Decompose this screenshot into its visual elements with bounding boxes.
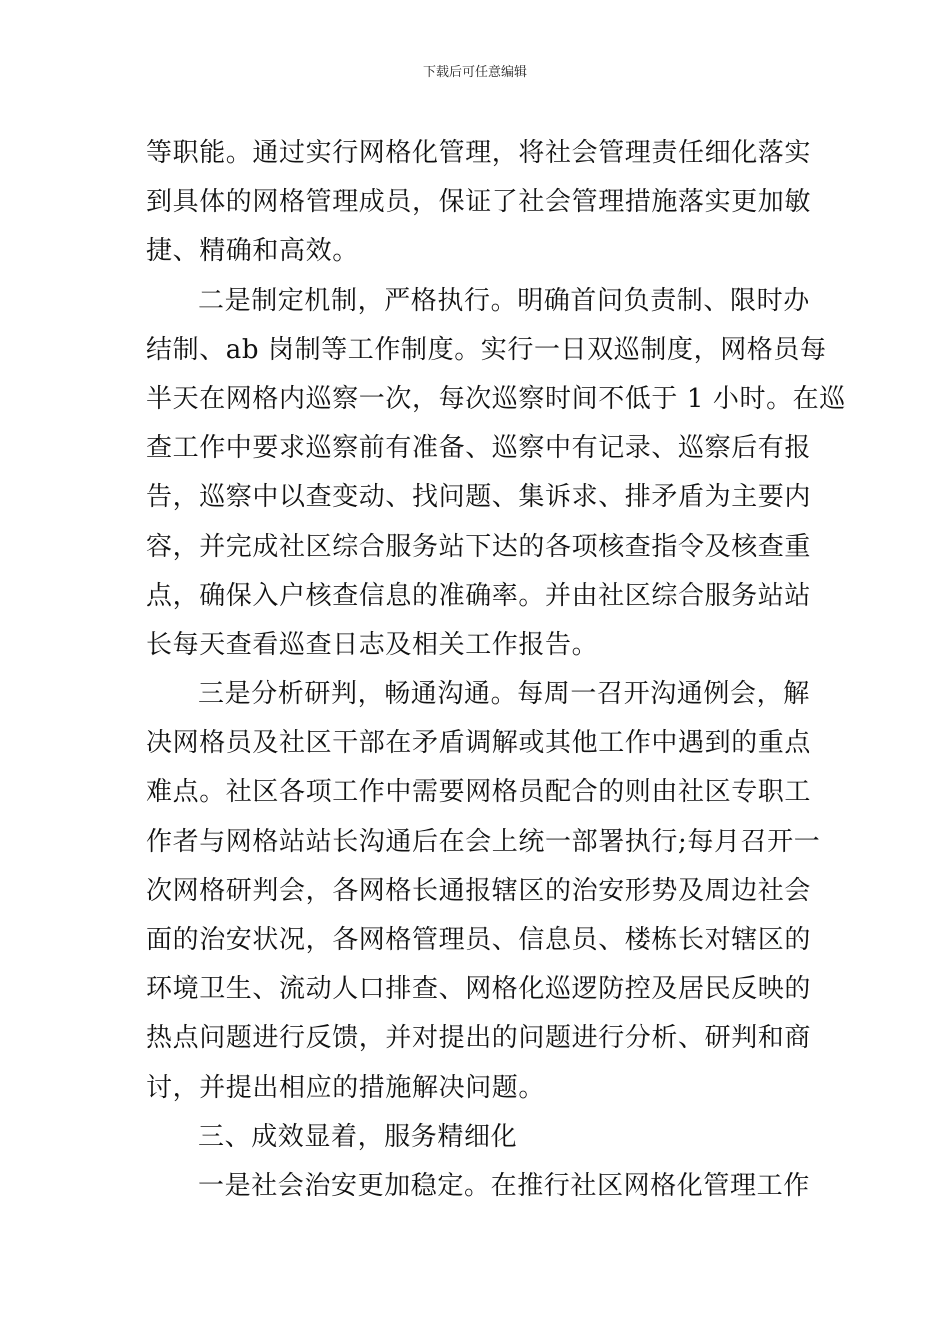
document-body [146,129,846,1211]
text-line: 捷、精确和高效。 [146,236,359,267]
text-line: 查工作中要求巡察前有准备、巡察中有记录、巡察后有报 [146,433,812,464]
text-line: 环境卫生、流动人口排查、网格化巡逻防控及居民反映的 [146,974,812,1005]
paragraph-start-line: 二是制定机制，严格执行。明确首问负责制、限时办 [198,285,810,316]
text-line: 面的治安状况，各网格管理员、信息员、楼栋长对辖区的 [146,925,812,955]
text-line: 难点。社区各项工作中需要网格员配合的则由社区专职工 [146,777,812,808]
text-line: 告，巡察中以查变动、找问题、集诉求、排矛盾为主要内 [146,482,812,513]
text-line: 热点问题进行反馈，并对提出的问题进行分析、研判和商 [146,1023,812,1054]
text-line: 等职能。通过实行网格化管理，将社会管理责任细化落实 [146,138,812,168]
text-line: 半天在网格内巡察一次，每次巡察时间不低于 1 小时。在巡 [146,383,846,414]
text-line: 容，并完成社区综合服务站下达的各项核查指令及核查重 [146,531,812,562]
text-line: 讨，并提出相应的措施解决问题。 [146,1072,546,1103]
paragraph-start-line: 三是分析研判，畅通沟通。每周一召开沟通例会，解 [198,679,810,710]
text-line: 作者与网格站站长沟通后在会上统一部署执行;每月召开一 [146,826,821,857]
text-line: 结制、ab 岗制等工作制度。实行一日双巡制度，网格员每 [146,334,827,365]
paragraph-start-line: 一是社会治安更加稳定。在推行社区网格化管理工作 [198,1170,810,1201]
text-line: 决网格员及社区干部在矛盾调解或其他工作中遇到的重点 [146,728,812,759]
page-header: 下载后可任意编辑 [422,65,527,80]
text-line: 长每天查看巡查日志及相关工作报告。 [146,629,599,660]
text-line: 到具体的网格管理成员，保证了社会管理措施落实更加敏 [146,187,812,218]
text-line: 次网格研判会，各网格长通报辖区的治安形势及周边社会 [146,875,812,906]
text-line: 点，确保入户核查信息的准确率。并由社区综合服务站站 [146,580,812,611]
section-heading: 三、成效显着，服务精细化 [198,1121,518,1152]
